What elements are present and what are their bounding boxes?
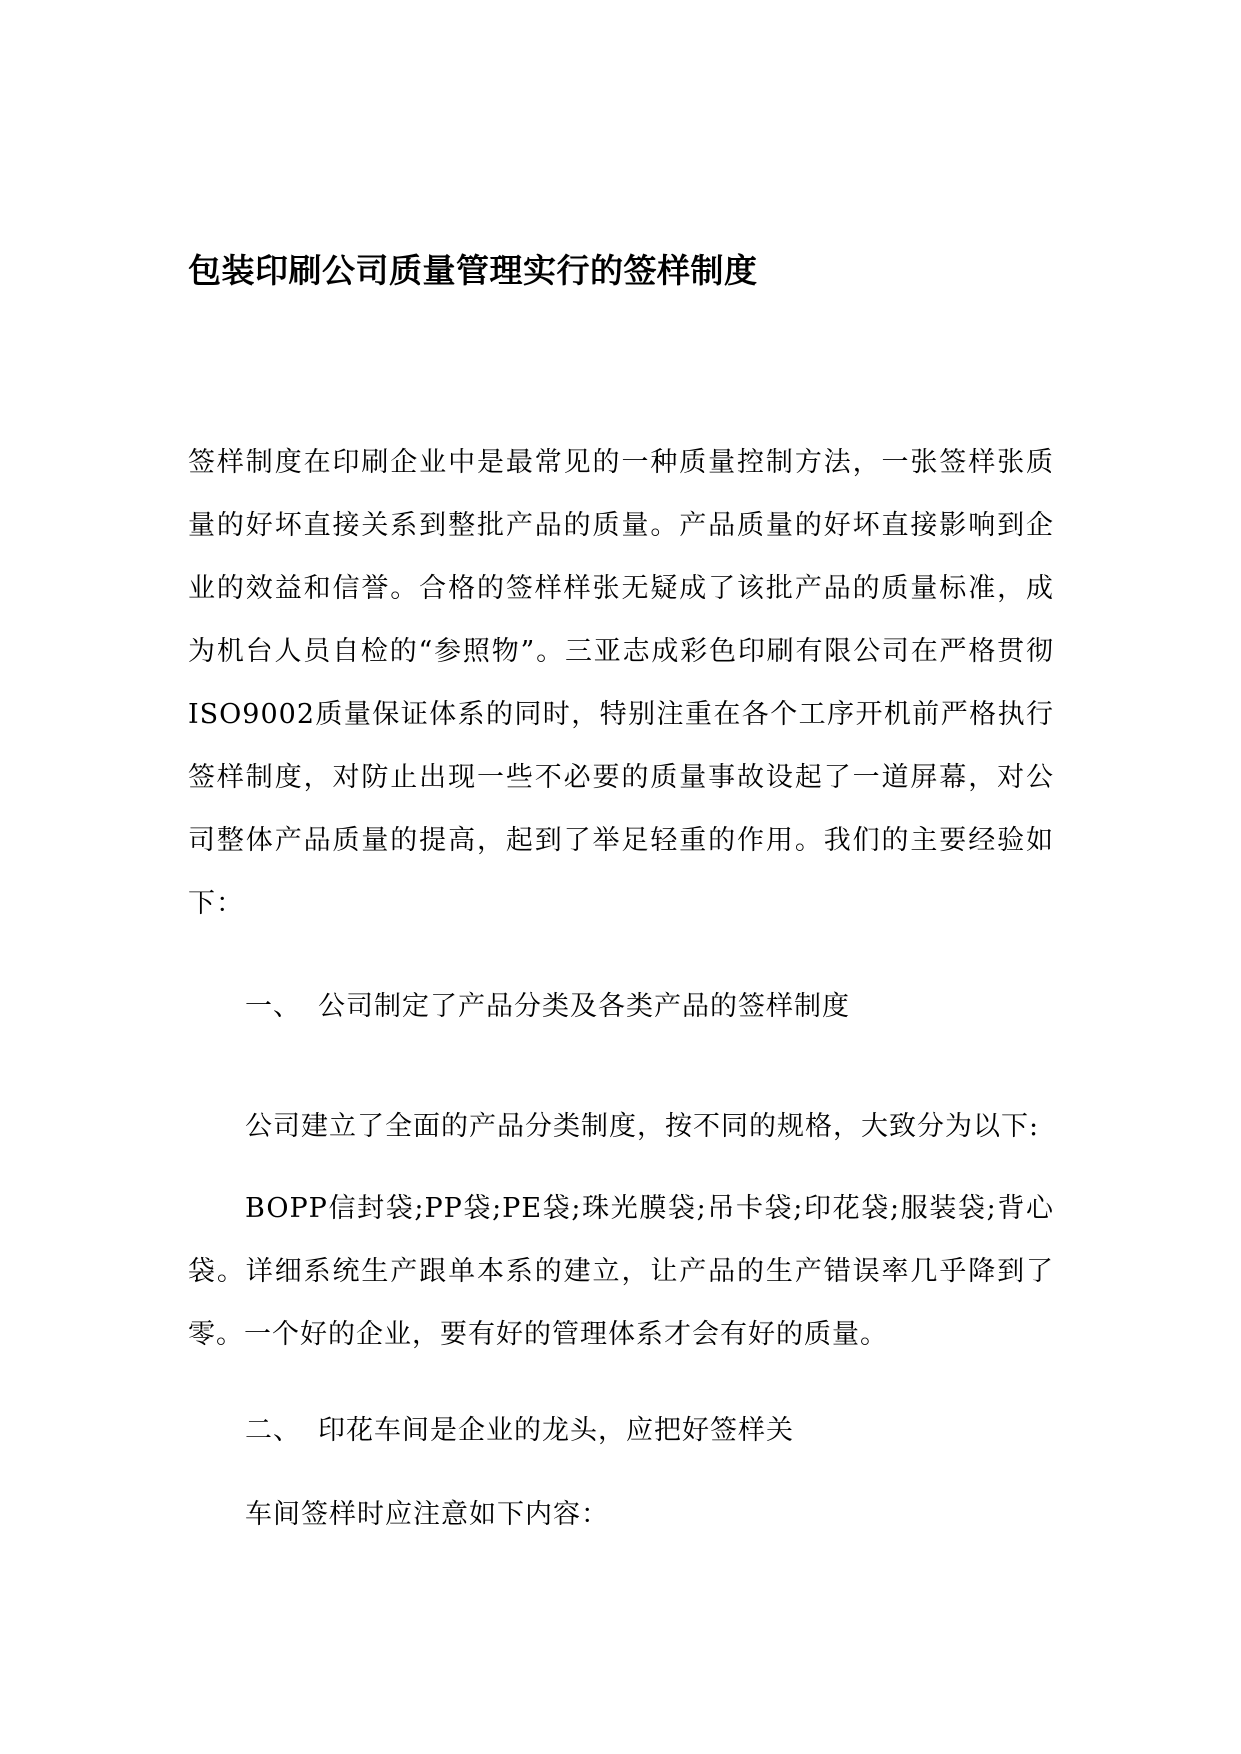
- section-2-paragraph-1: 车间签样时应注意如下内容：: [245, 1499, 609, 1530]
- section-2-heading: [245, 1399, 794, 1462]
- document-title: 包装印刷公司质量管理实行的签样制度: [188, 251, 758, 290]
- section-1-title: 公司制定了产品分类及各类产品的签样制度: [318, 991, 850, 1022]
- section-1-number: 一、: [245, 991, 301, 1022]
- section-2-number: 二、: [245, 1415, 301, 1446]
- section-1-paragraph-2: BOPP信封袋;PP袋;PE袋;珠光膜袋;吊卡袋;印花袋;服装袋;背心袋。详细系统生产跟单本系的建立，让产品的生产错误率几乎降到了零。一个好的企业，要有好的管理体系才会有好的质量。: [188, 1193, 1054, 1350]
- section-2-title: 印花车间是企业的龙头，应把好签样关: [318, 1415, 794, 1446]
- intro-paragraph: 签样制度在印刷企业中是最常见的一种质量控制方法，一张签样张质量的好坏直接关系到整批产品的质量。产品质量的好坏直接影响到企业的效益和信誉。合格的签样样张无疑成了该批产品的质量标准，成为机台人员自检的“参照物”。三亚志成彩色印刷有限公司在严格贯彻ISO9002质量保证体系的同时，特别注重在各个工序开机前严格执行签样制度，对防止出现一些不必要的质量事故设起了一道屏幕，对公司整体产品质量的提高，起到了举足轻重的作用。我们的主要经验如下：: [188, 447, 1054, 919]
- section-1-paragraph-1: 公司建立了全面的产品分类制度，按不同的规格，大致分为以下:: [245, 1111, 1040, 1142]
- section-1-heading: [245, 975, 850, 1038]
